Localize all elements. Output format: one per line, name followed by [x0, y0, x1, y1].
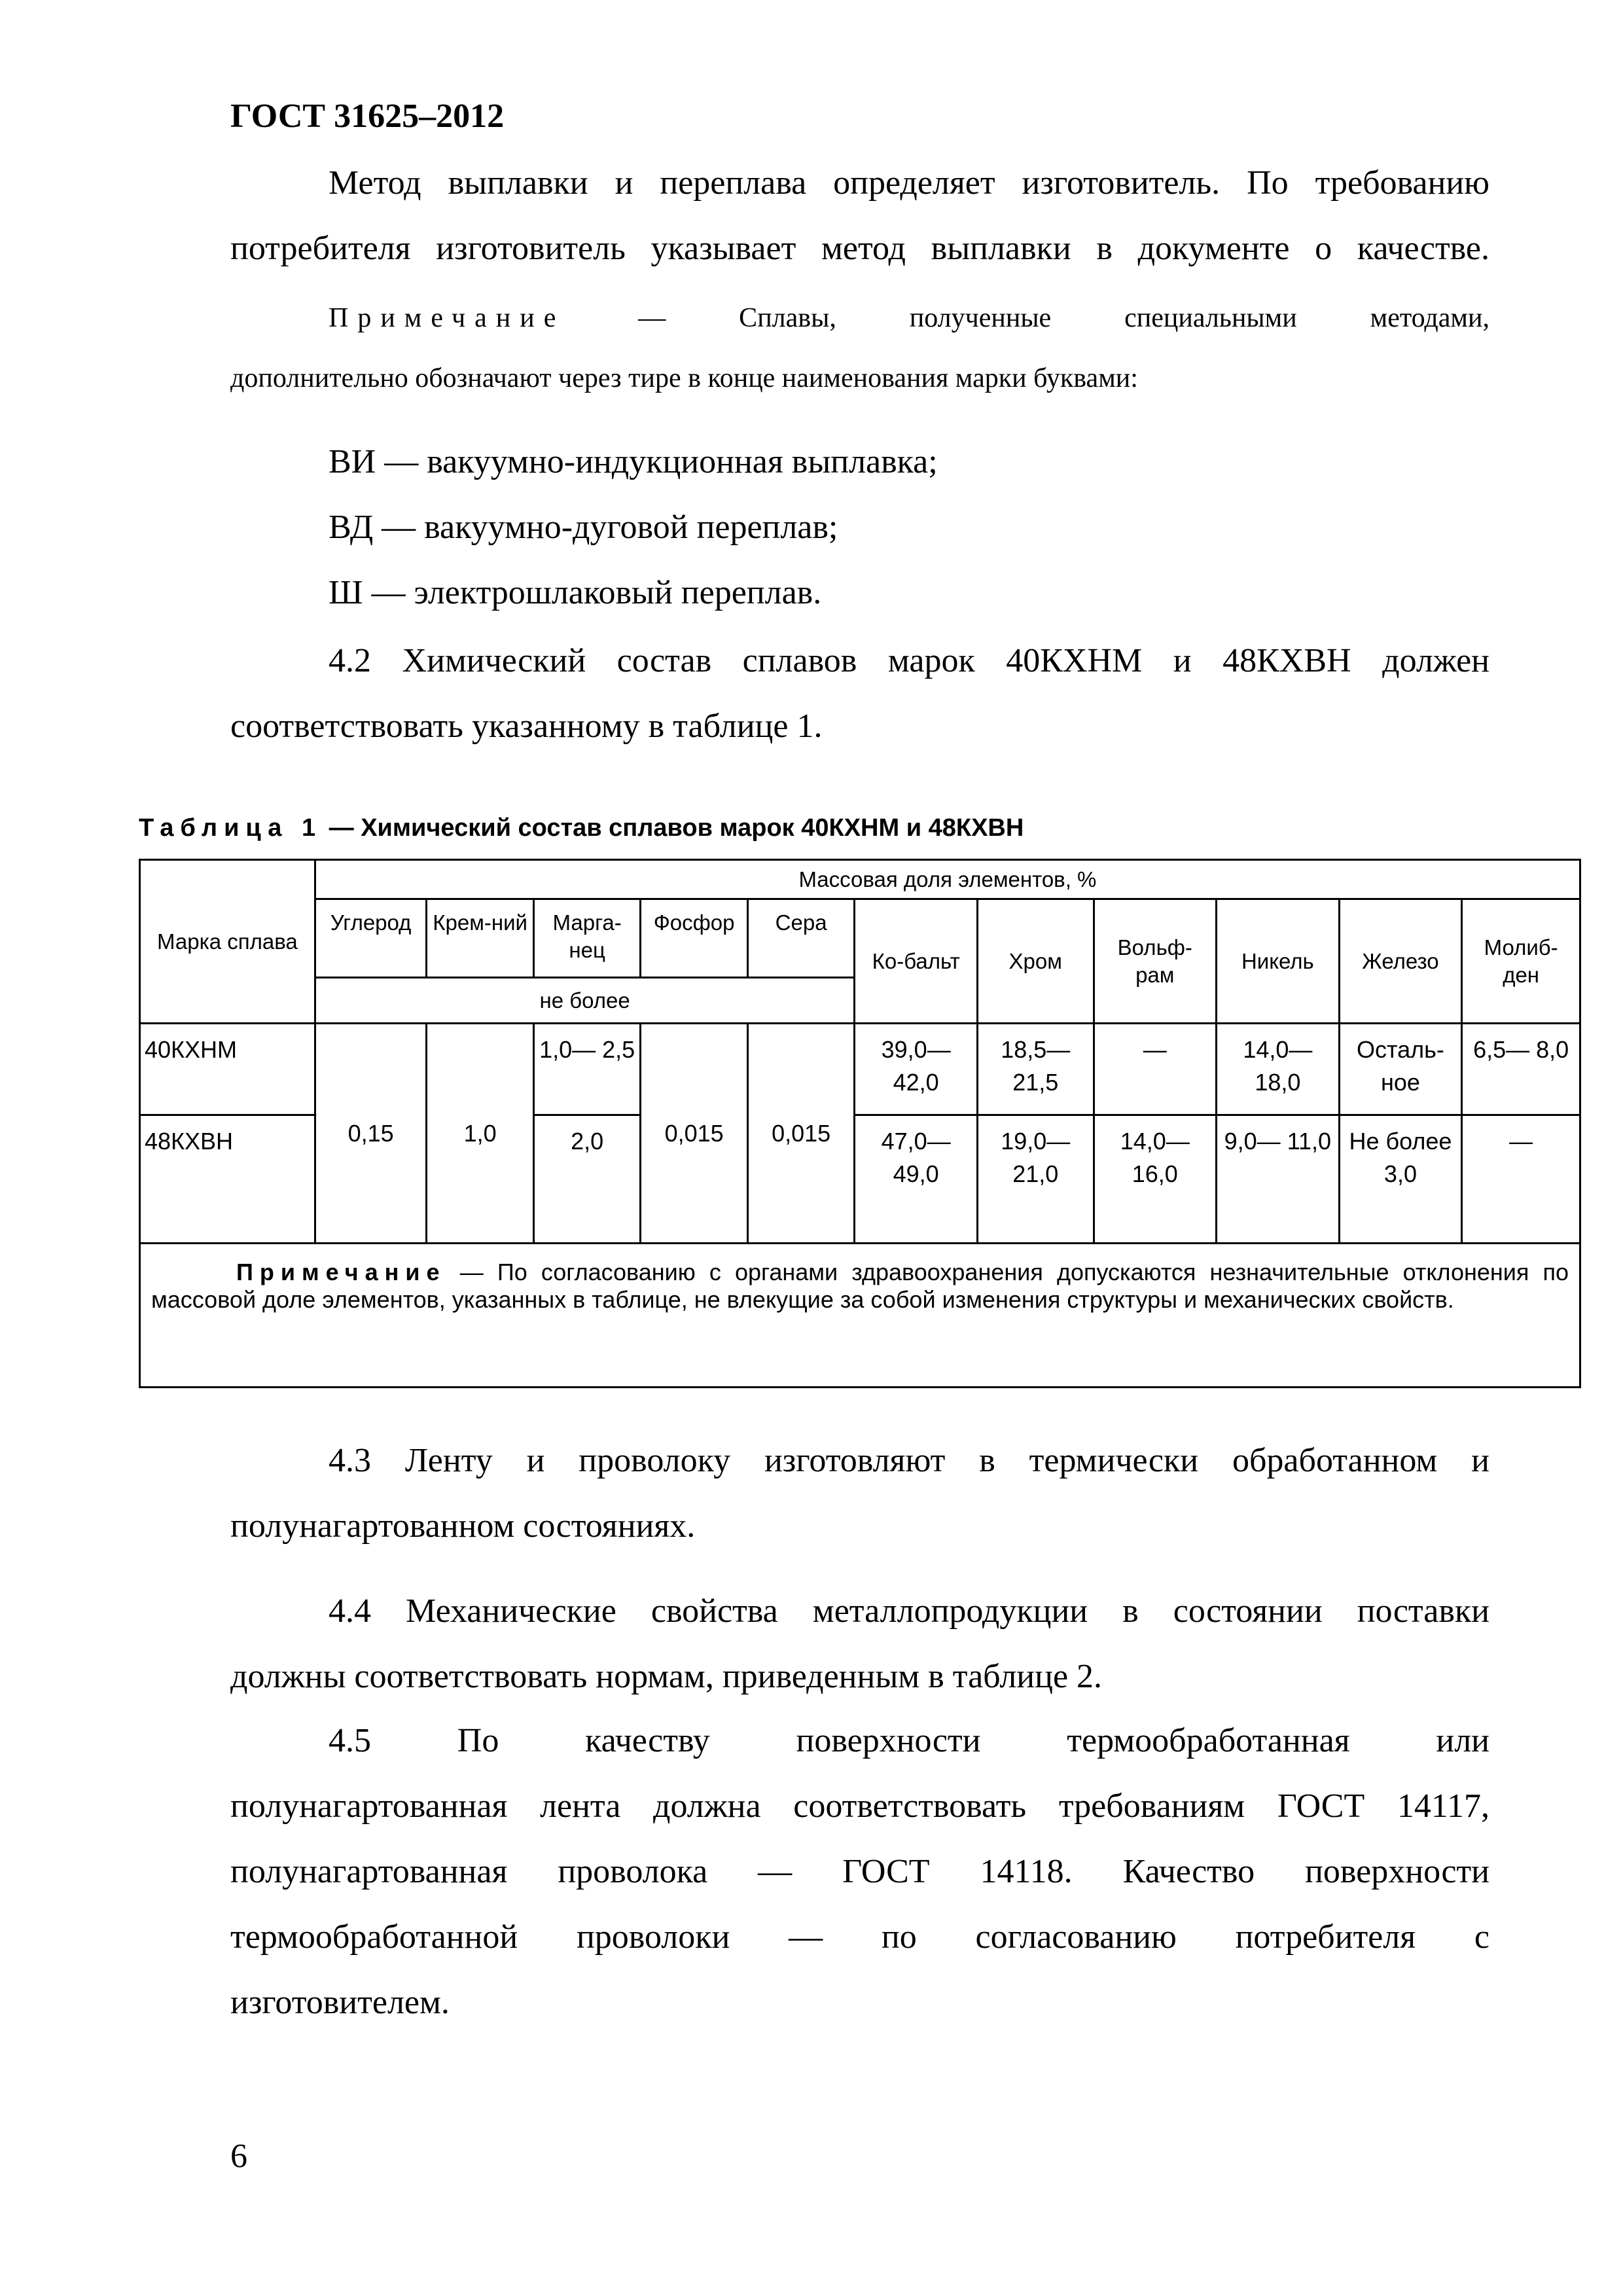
method-vd: ВД — вакуумно-дуговой переплав;: [329, 509, 838, 546]
chromium-40khnm: 18,5— 21,5: [977, 1024, 1094, 1115]
header-sulfur: Сера: [747, 899, 855, 978]
paragraph-4-3: [230, 1428, 1489, 1559]
table-header-row-2: [140, 899, 1580, 978]
manganese-40khnm: 1,0— 2,5: [533, 1024, 641, 1115]
chemical-composition-table: [139, 859, 1581, 1388]
p45-line-2: полунагартованная лента должна соответствовать требованиям ГОСТ 14117,: [230, 1787, 1489, 1825]
grade-48khvn: 48КХВН: [140, 1115, 315, 1244]
table-note-text: — По согласованию с органами здравоохранения допускаются незначительные отклонения по массовой доле элементов, указанных в таблице, не влекущие за собой изменения структуры и механических свойств.: [151, 1259, 1569, 1313]
p42-line-1: 4.2 Химический состав сплавов марок 40КХНМ и 48КХВН должен: [329, 642, 1489, 679]
header-silicon: Крем-ний: [427, 899, 534, 978]
nickel-48khvn: 9,0— 11,0: [1217, 1115, 1340, 1244]
paragraph-4-5: [230, 1708, 1489, 2036]
header-cobalt: Ко-бальт: [855, 899, 978, 1024]
table-header-row-1: [140, 860, 1580, 899]
page-number: 6: [230, 2138, 247, 2175]
p44-line-2: должны соответствовать нормам, приведенным в таблице 2.: [230, 1658, 1103, 1695]
header-iron: Железо: [1339, 899, 1462, 1024]
p43-line-2: полунагартованном состояниях.: [230, 1507, 696, 1545]
intro-line-2: потребителя изготовитель указывает метод выплавки в документе о качестве.: [230, 230, 1489, 267]
iron-40khnm: Осталь-ное: [1339, 1024, 1462, 1115]
cobalt-40khnm: 39,0— 42,0: [855, 1024, 978, 1115]
header-molybdenum: Молиб-ден: [1462, 899, 1580, 1024]
iron-48khvn: Не более 3,0: [1339, 1115, 1462, 1244]
header-max-label: не более: [315, 978, 855, 1024]
note-special-methods: [230, 302, 1489, 423]
tungsten-40khnm: —: [1094, 1024, 1217, 1115]
method-sh: Ш — электрошлаковый переплав.: [329, 574, 822, 611]
phosphorus-value: 0,015: [641, 1024, 748, 1244]
p45-line-4: термообработанной проволоки — по согласованию потребителя с: [230, 1918, 1489, 1956]
molybdenum-48khvn: —: [1462, 1115, 1580, 1244]
note1-line-2: дополнительно обозначают через тире в конце наименования марки буквами:: [230, 363, 1138, 393]
header-phosphorus: Фосфор: [641, 899, 748, 978]
intro-line-1: Метод выплавки и переплава определяет изготовитель. По требованию: [329, 164, 1489, 202]
header-nickel: Никель: [1217, 899, 1340, 1024]
note1-label: Примечание: [329, 303, 565, 333]
note1-text: — Сплавы, полученные специальными методами,: [638, 303, 1489, 333]
p45-line-5: изготовителем.: [230, 1984, 450, 2021]
carbon-value: 0,15: [315, 1024, 427, 1244]
intro-paragraph: [230, 151, 1489, 281]
chromium-48khvn: 19,0— 21,0: [977, 1115, 1094, 1244]
header-tungsten: Вольф-рам: [1094, 899, 1217, 1024]
header-grade: Марка сплава: [140, 860, 315, 1024]
p44-line-1: 4.4 Механические свойства металлопродукции в состоянии поставки: [329, 1592, 1489, 1630]
header-chromium: Хром: [977, 899, 1094, 1024]
header-manganese: Марга-нец: [533, 899, 641, 978]
paragraph-4-4: [230, 1579, 1489, 1710]
silicon-value: 1,0: [427, 1024, 534, 1244]
p42-line-2: соответствовать указанному в таблице 1.: [230, 708, 823, 745]
table-caption-text: — Химический состав сплавов марок 40КХНМ и 48КХВН: [329, 814, 1024, 842]
standard-title: ГОСТ 31625–2012: [230, 98, 505, 135]
note1-line-1: [230, 302, 1489, 363]
sulfur-value: 0,015: [747, 1024, 855, 1244]
nickel-40khnm: 14,0— 18,0: [1217, 1024, 1340, 1115]
table-note-row: [140, 1244, 1580, 1388]
p43-line-1: 4.3 Ленту и проволоку изготовляют в термически обработанном и: [329, 1442, 1489, 1479]
grade-40khnm: 40КХНМ: [140, 1024, 315, 1115]
method-vi: ВИ — вакуумно-индукционная выплавка;: [329, 443, 938, 480]
p45-line-3: полунагартованная проволока — ГОСТ 14118. Качество поверхности: [230, 1853, 1489, 1890]
table-caption: [139, 814, 1024, 842]
header-mass-fraction: Массовая доля элементов, %: [315, 860, 1580, 899]
table-row: [140, 1024, 1580, 1115]
paragraph-4-2: [230, 628, 1489, 759]
p45-line-1: 4.5 По качеству поверхности термообработанная или: [329, 1722, 1489, 1759]
tungsten-48khvn: 14,0— 16,0: [1094, 1115, 1217, 1244]
table-note-label: Примечание: [236, 1259, 446, 1285]
manganese-48khvn: 2,0: [533, 1115, 641, 1244]
molybdenum-40khnm: 6,5— 8,0: [1462, 1024, 1580, 1115]
table-note: [140, 1244, 1580, 1388]
header-carbon: Углерод: [315, 899, 427, 978]
table-caption-label: Таблица 1: [139, 814, 323, 842]
cobalt-48khvn: 47,0— 49,0: [855, 1115, 978, 1244]
